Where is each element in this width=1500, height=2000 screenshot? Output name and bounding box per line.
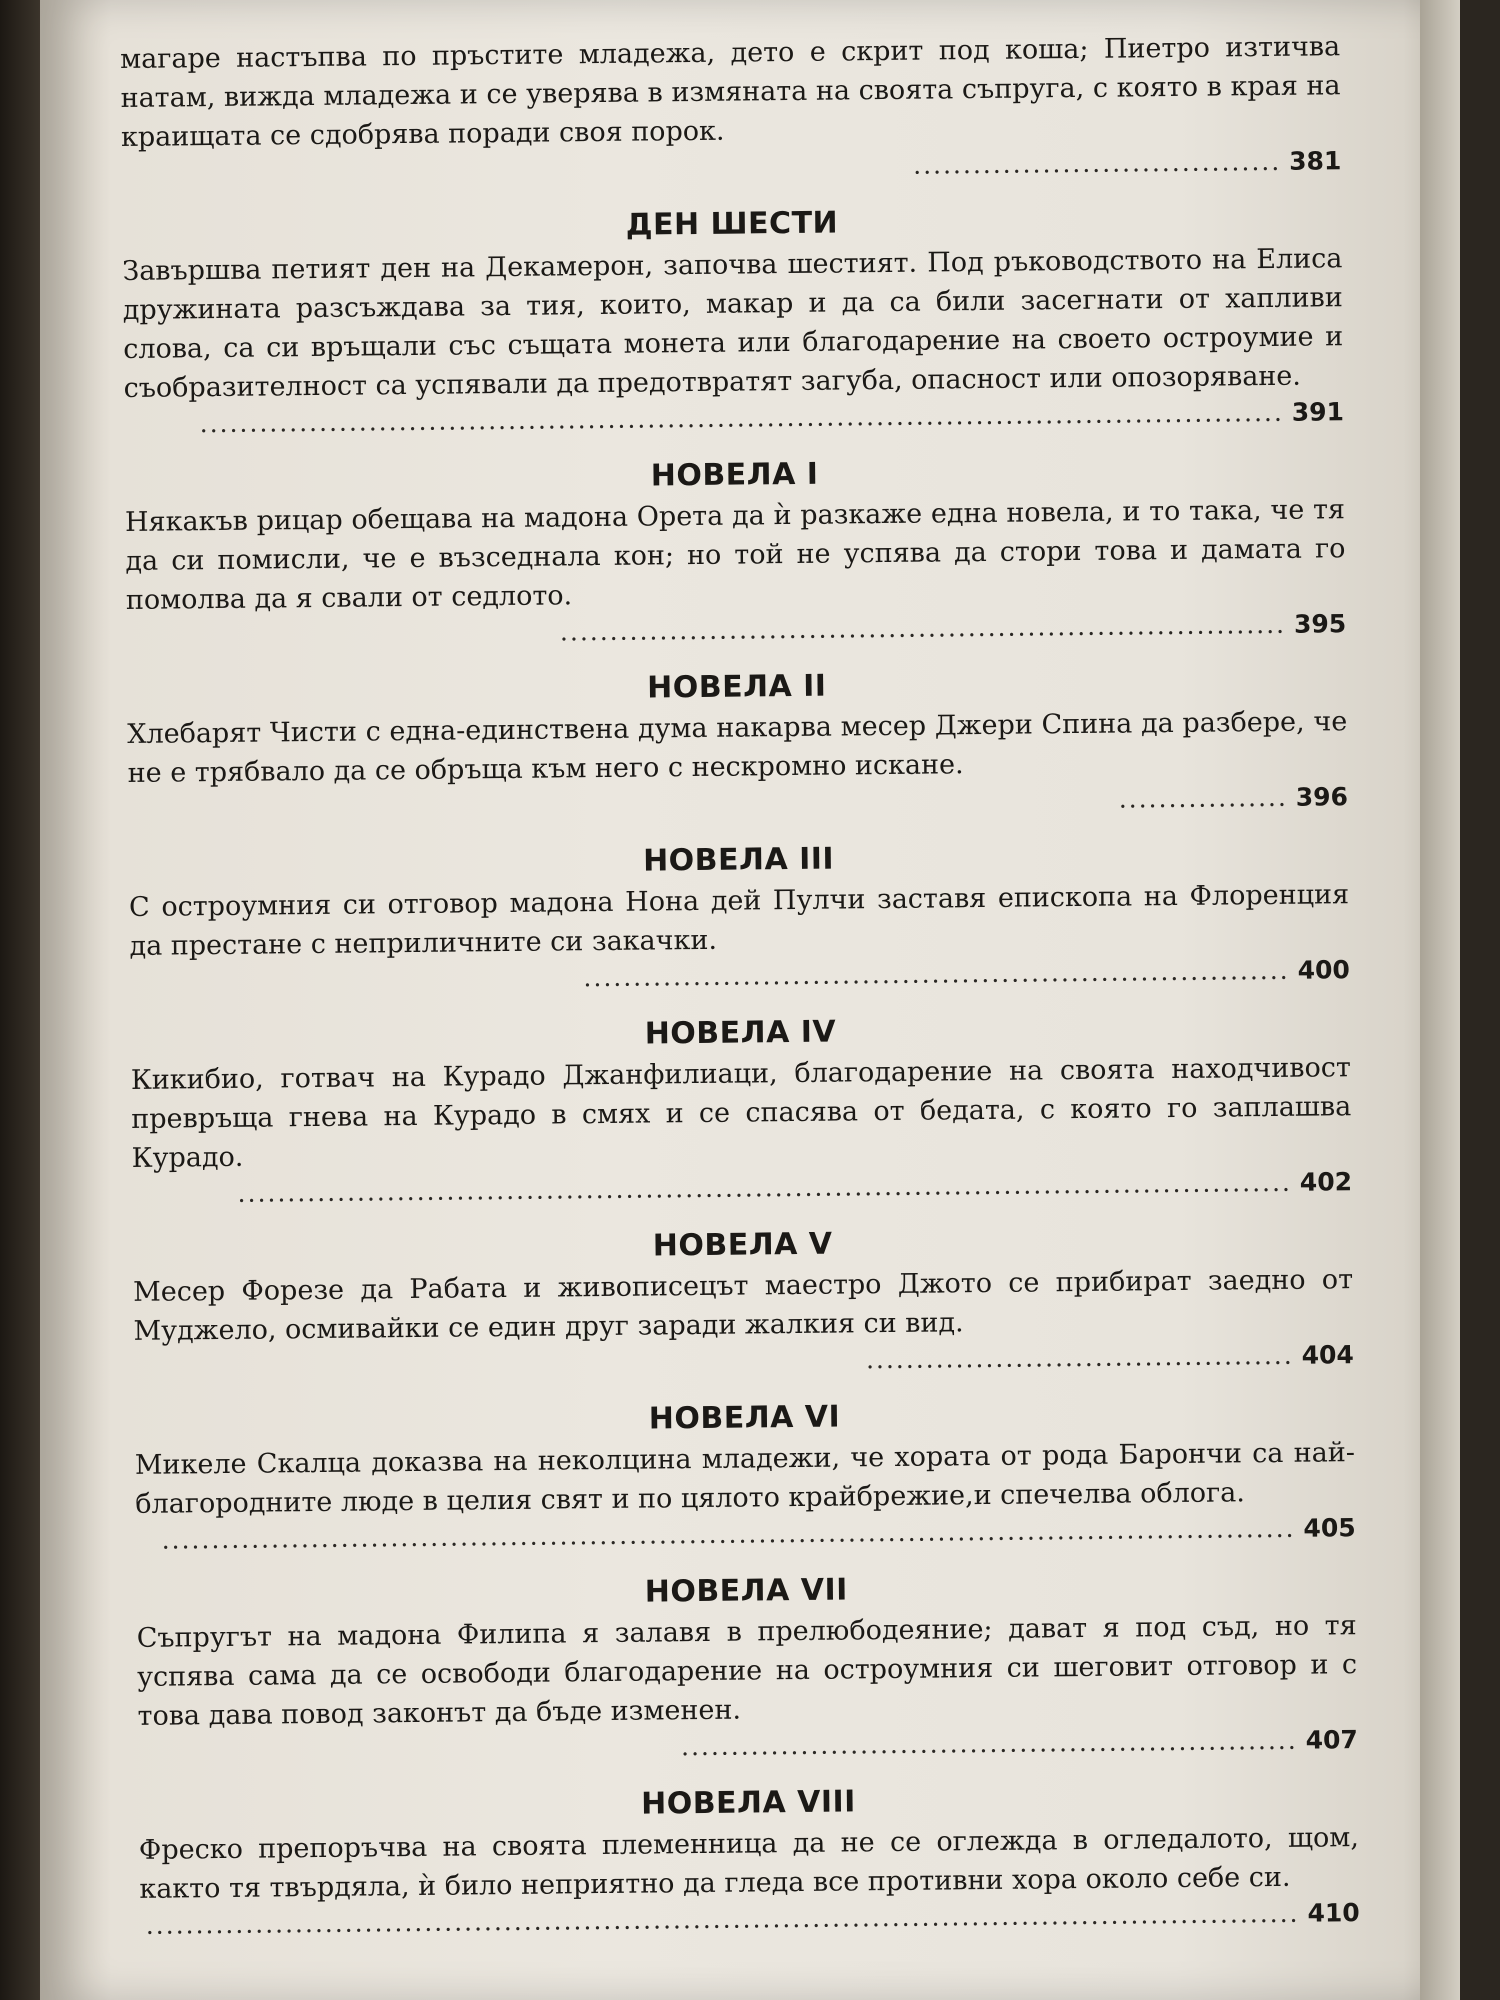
section-heading: НОВЕЛА I	[650, 456, 819, 494]
page-number: 396	[1295, 782, 1349, 812]
page-edge	[1420, 0, 1460, 2000]
toc-entry: НОВЕЛА VII Съпругът на мадона Филипа я залавя в прелюбодеяние; дават я под съд, но тя успява сама да се освободи благодарение на остроумния си шеговит отговор и с това дава повод законът да бъде изменен. .............................................................. 407	[136, 1567, 1358, 1770]
section-heading: НОВЕЛА V	[652, 1226, 833, 1264]
entry-text: Завършва петият ден на Декамерон, започва шестият. Под ръководството на Елиса дружината разсъждава за тия, които, макар и да са били засегнати от хапливи слова, са си връщали със същата монета или благодарение на своето остроумие и съобразителност са успявали да предотвратят загуба, опасност или опозоряване.	[122, 243, 1344, 404]
section-heading: НОВЕЛА VIII	[640, 1784, 857, 1822]
page-number: 402	[1299, 1167, 1353, 1197]
toc-entry: НОВЕЛА VIII Фреско препоръчва на своята племенница да не се оглежда в огледалото, щом, както тя твърдяла, ѝ било неприятно да гледа все противни хора около себе си. .................................................................................................................... 410	[138, 1779, 1360, 1943]
page-number: 410	[1307, 1898, 1360, 1928]
toc-entry: НОВЕЛА III С остроумния си отговор мадона Нона дей Пулчи заставя епископа на Флоренция да престане с неприличните си закачки. ....................................................................... 400	[128, 836, 1350, 1000]
page-number: 407	[1305, 1725, 1359, 1755]
page-number: 391	[1291, 397, 1345, 427]
entry-text: Микеле Скалца доказва на неколцина младежи, че хората от рода Барончи са най-благородните люде в целия свят и по цялото крайбрежие,и спечелва облога.	[134, 1437, 1356, 1520]
entry-text: Месер Форезе да Рабата и живописецът маестро Джото се прибират заедно от Муджело, осмивайки се един друг заради жалкия си вид.	[132, 1264, 1354, 1347]
toc-entry: НОВЕЛА I Някакъв рицар обещава на мадона Орета да ѝ разкаже една новела, и то така, че тя да си помисли, че е възседнала кон; но той не успява да стори това и дамата го помолва да я свали от седлото. ......................................................................... 395	[124, 451, 1346, 654]
entry-text: Кикибио, готвач на Курадо Джанфилиаци, благодарение на своята находчивост превръща гнева на Курадо в смях и се спасява от бедата, с която го заплашва Курадо.	[130, 1052, 1352, 1174]
entry-text: Фреско препоръчва на своята племенница да не се оглежда в огледалото, щом, както тя твърдяла, ѝ било неприятно да гледа все противни хора около себе си.	[138, 1822, 1360, 1905]
page-number: 381	[1288, 146, 1342, 176]
toc-entry: НОВЕЛА IV Кикибио, готвач на Курадо Джанфилиаци, благодарение на своята находчивост превръща гнева на Курадо в смях и се спасява от бедата, с която го заплашва Курадо. .......................................................................................................... 402	[130, 1009, 1352, 1212]
section-heading: НОВЕЛА III	[642, 841, 835, 879]
section-heading: НОВЕЛА II	[646, 668, 827, 706]
toc-entry: ДЕН ШЕСТИ Завършва петият ден на Декамерон, започва шестият. Под ръководството на Елиса дружината разсъждава за тия, които, макар и да са били засегнати от хапливи слова, са си връщали със същата монета или благодарение на своето остроумие и съобразителност са успявали да предотвратят загуба, опасност или опозоряване. ............................................................................................................. 391	[122, 200, 1344, 442]
section-heading: НОВЕЛА IV	[644, 1014, 837, 1052]
toc-entry: НОВЕЛА II Хлебарят Чисти с една-единствена дума накарва месер Джери Спина да разбере, че не е трябвало да се обръща към него с нескромно искане. ................. 396	[127, 663, 1349, 827]
toc-entry: НОВЕЛА VI Микеле Скалца доказва на неколцина младежи, че хората от рода Барончи са най-благородните люде в целия свят и по цялото крайбрежие,и спечелва облога. .................................................................................................................. 405	[134, 1394, 1356, 1558]
entry-text: Хлебарят Чисти с една-единствена дума накарва месер Джери Спина да разбере, че не е трябвало да се обръща към него с нескромно искане.	[127, 706, 1348, 789]
toc-entry: магаре настъпва по пръстите младежа, дето е скрит под коша; Пиетро изтичва натам, вижда младежа и се уверява в измяната на своята съпруга, с която в края на краищата се сдобрява поради своя порок. ..................................... 381	[120, 27, 1342, 191]
section-heading: ДЕН ШЕСТИ	[625, 205, 839, 243]
entry-text: магаре настъпва по пръстите младежа, дето е скрит под коша; Пиетро изтичва натам, вижда младежа и се уверява в измяната на своята съпруга, с която в края на краищата се сдобрява поради своя порок.	[120, 31, 1341, 153]
entry-text: Съпругът на мадона Филипа я залавя в прелюбодеяние; дават я под съд, но тя успява сама да се освободи благодарение на остроумния си шеговит отговор и с това дава повод законът да бъде изменен.	[136, 1610, 1358, 1732]
page-number: 404	[1301, 1340, 1354, 1370]
section-heading: НОВЕЛА VII	[644, 1572, 849, 1610]
section-heading: НОВЕЛА VI	[648, 1399, 841, 1437]
table-of-contents	[120, 27, 1360, 1965]
page-number: 395	[1293, 609, 1347, 639]
page-number: 400	[1297, 955, 1350, 985]
toc-entry: НОВЕЛА V Месер Форезе да Рабата и живописецът маестро Джото се прибират заедно от Муджело, осмивайки се един друг заради жалкия си вид. ........................................... 404	[133, 1221, 1355, 1385]
entry-text: Някакъв рицар обещава на мадона Орета да ѝ разкаже една новела, и то така, че тя да си помисли, че е възседнала кон; но той не успява да стори това и дамата го помолва да я свали от седлото.	[124, 494, 1346, 616]
entry-text: С остроумния си отговор мадона Нона дей Пулчи заставя епископа на Флоренция да престане с неприличните си закачки.	[128, 879, 1350, 962]
page-number: 405	[1303, 1513, 1356, 1543]
